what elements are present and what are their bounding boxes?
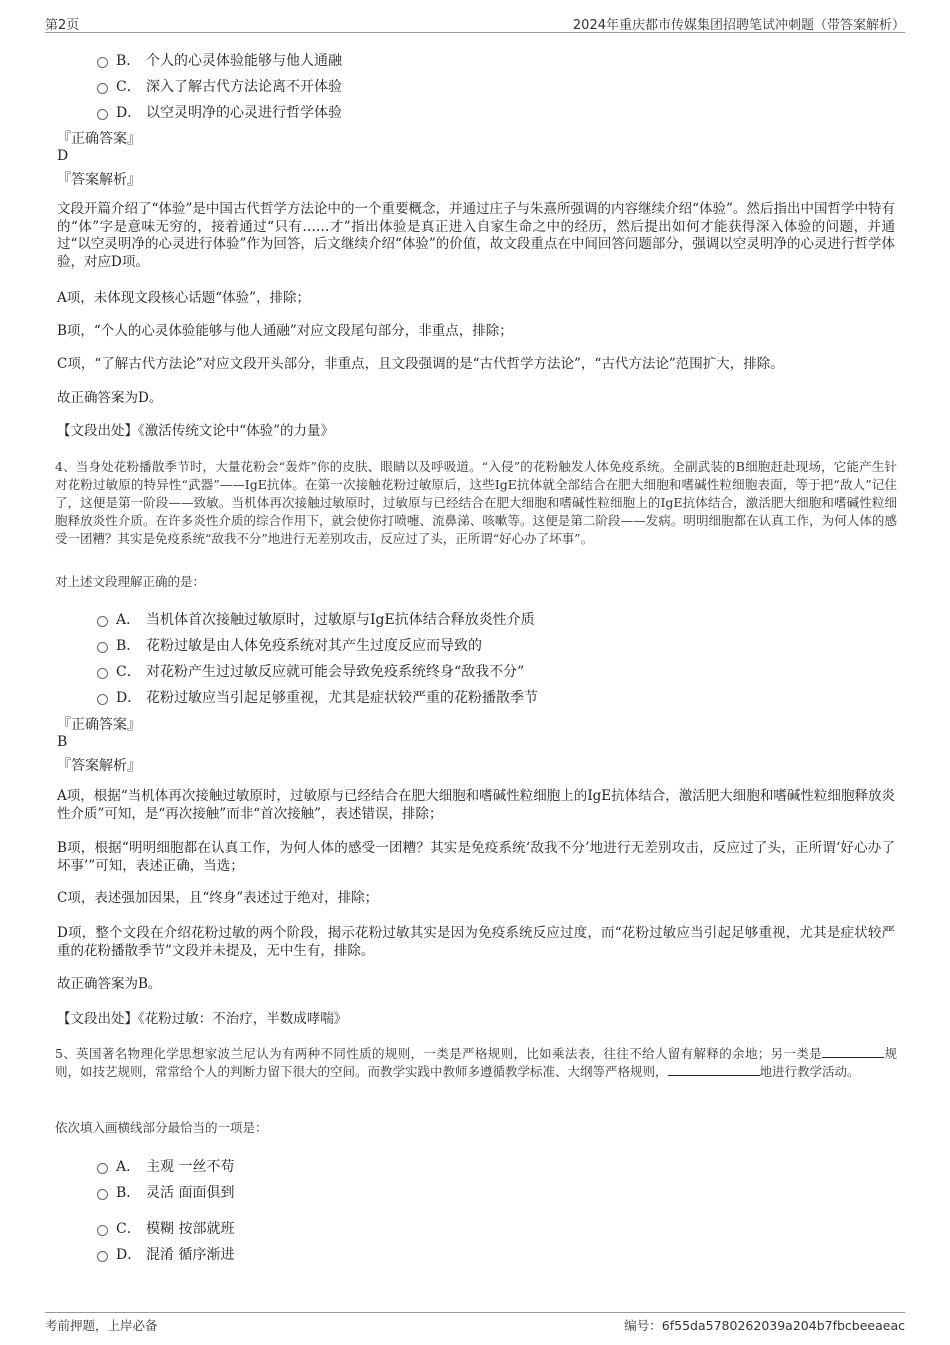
q3-analysis-b: B项，“个人的心灵体验能够与他人通融”对应文段尾句部分，非重点，排除； xyxy=(57,323,513,339)
q3-analysis-label: 『答案解析』 xyxy=(57,172,141,188)
q3-analysis-c: C项，“了解古代方法论”对应文段开头部分，非重点，且文段强调的是“古代哲学方法论”，“古代方法论”范围扩大，排除。 xyxy=(57,356,784,372)
radio-icon[interactable] xyxy=(97,1251,108,1262)
q4-stem: 4、当身处花粉播散季节时，大量花粉会“轰炸”你的皮肤、眼睛以及呼吸道。“入侵”的花粉触发人体免疫系统。全副武装的B细胞赶赴现场，它能产生针对花粉过敏原的特异性“武器”——IgE抗体。在第一次接触花粉过敏原后，这些IgE抗体就全部结合在肥大细胞和嗜碱性粒细胞表面，等于把“敌人”记住了，这便是第一阶段——致敏。当机体再次接触过敏原时，过敏原与已经结合在肥大细胞和嗜碱性粒细胞上的IgE抗体结合，激活肥大细胞和嗜碱性粒细胞释放炎性介质。在许多炎性介质的综合作用下，就会使你打喷嚏、流鼻涕、咳嗽等。这便是第二阶段——发病。明明细胞都在认真工作，为何人体的感受一团糟？其实是免疫系统“敌我不分”地进行无差别攻击，反应过了头，正所谓“好心办了坏事”。 xyxy=(55,459,897,546)
page-header xyxy=(45,12,905,33)
fill-blank-1 xyxy=(822,1045,884,1058)
q4-option-a[interactable]: A． 当机体首次接触过敏原时，过敏原与IgE抗体结合释放炎性介质 xyxy=(97,609,535,629)
q4-analysis-b: B项，根据“明明细胞都在认真工作，为何人体的感受一团糟？其实是免疫系统‘敌我不分’地进行无差别攻击，反应过了头，正所谓‘好心办了坏事’”可知，表述正确，当选； xyxy=(57,840,895,874)
radio-icon[interactable] xyxy=(97,616,108,627)
q5-option-c[interactable]: C． 模糊 按部就班 xyxy=(97,1218,234,1238)
radio-icon[interactable] xyxy=(97,642,108,653)
radio-icon[interactable] xyxy=(97,57,108,68)
q3-analysis-a: A项，未体现文段核心话题“体验”，排除； xyxy=(57,290,311,306)
q5-option-a[interactable]: A． 主观 一丝不苟 xyxy=(97,1156,234,1176)
radio-icon[interactable] xyxy=(97,1225,108,1236)
q3-option-d[interactable]: D． 以空灵明净的心灵进行哲学体验 xyxy=(97,102,342,122)
q3-option-c[interactable]: C． 深入了解古代方法论离不开体验 xyxy=(97,76,342,96)
q3-answer: D xyxy=(57,148,69,164)
q4-analysis-a: A项，根据“当机体再次接触过敏原时，过敏原与已经结合在肥大细胞和嗜碱性粒细胞上的IgE抗体结合，激活肥大细胞和嗜碱性粒细胞释放炎性介质”可知，是“再次接触”而非“首次接触”，表述错误，排除； xyxy=(57,788,895,822)
q3-option-b[interactable]: B． 个人的心灵体验能够与他人通融 xyxy=(97,50,342,70)
q4-answer-label: 『正确答案』 xyxy=(57,717,141,733)
q4-analysis-label: 『答案解析』 xyxy=(57,758,141,774)
document-title: 2024年重庆都市传媒集团招聘笔试冲刺题（带答案解析） xyxy=(572,18,905,33)
radio-icon[interactable] xyxy=(97,109,108,120)
radio-icon[interactable] xyxy=(97,1163,108,1174)
page-number: 第2页 xyxy=(45,18,80,33)
radio-icon[interactable] xyxy=(97,83,108,94)
radio-icon[interactable] xyxy=(97,668,108,679)
footer-slogan: 考前押题，上岸必备 xyxy=(45,1318,158,1333)
fill-blank-2 xyxy=(668,1063,760,1076)
q4-answer: B xyxy=(57,734,68,750)
page-footer xyxy=(45,1312,905,1335)
q3-source: 【文段出处】《激活传统文论中“体验”的力量》 xyxy=(57,423,335,439)
q4-option-c[interactable]: C． 对花粉产生过过敏反应就可能会导致免疫系统终身“敌我不分” xyxy=(97,661,524,681)
q3-answer-label: 『正确答案』 xyxy=(57,131,141,147)
q4-conclusion: 故正确答案为B。 xyxy=(57,976,162,992)
q5-prompt: 依次填入画横线部分最恰当的一项是： xyxy=(55,1120,268,1135)
q3-analysis-main: 文段开篇介绍了“体验”是中国古代哲学方法论中的一个重要概念，并通过庄子与朱熹所强调的内容继续介绍“体验”。然后指出中国哲学中特有的“体”字是意味无穷的，接着通过“只有……才”指出体验是真正进入自家生命之中的经历，然后提出如何才能获得深入体验的问题，并通过“以空灵明净的心灵进行体验”作为回答，后文继续介绍“体验”的价值，故文段重点在中间回答问题部分，强调以空灵明净的心灵进行哲学体验，对应D项。 xyxy=(57,201,895,270)
q3-conclusion: 故正确答案为D。 xyxy=(57,390,163,406)
q4-analysis-c: C项，表述强加因果，且“终身”表述过于绝对，排除； xyxy=(57,890,379,906)
q4-analysis-d: D项，整个文段在介绍花粉过敏的两个阶段，揭示花粉过敏其实是因为免疫系统反应过度，而“花粉过敏应当引起足够重视，尤其是症状较严重的花粉播散季节”文段并未提及，无中生有，排除。 xyxy=(57,925,895,959)
radio-icon[interactable] xyxy=(97,1189,108,1200)
q4-prompt: 对上述文段理解正确的是： xyxy=(55,574,206,589)
q5-option-b[interactable]: B． 灵活 面面俱到 xyxy=(97,1182,234,1202)
q5-option-d[interactable]: D． 混淆 循序渐进 xyxy=(97,1244,234,1264)
document-code: 编号：6f55da5780262039a204b7fbcbeeaeac xyxy=(624,1318,905,1333)
q4-source: 【文段出处】《花粉过敏：不治疗，半数成哮喘》 xyxy=(57,1011,348,1027)
radio-icon[interactable] xyxy=(97,694,108,705)
q4-option-b[interactable]: B． 花粉过敏是由人体免疫系统对其产生过度反应而导致的 xyxy=(97,635,482,655)
q4-option-d[interactable]: D． 花粉过敏应当引起足够重视，尤其是症状较严重的花粉播散季节 xyxy=(97,687,538,707)
q5-stem: 5、英国著名物理化学思想家波兰尼认为有两种不同性质的规则，一类是严格规则，比如乘法表，往往不给人留有解释的余地；另一类是 规则，如技艺规则，常常给个人的判断力留下很大的空间。而教学实践中教师多遵循教学标准、大纲等严格规则， 地进行教学活动。 xyxy=(55,1046,897,1079)
